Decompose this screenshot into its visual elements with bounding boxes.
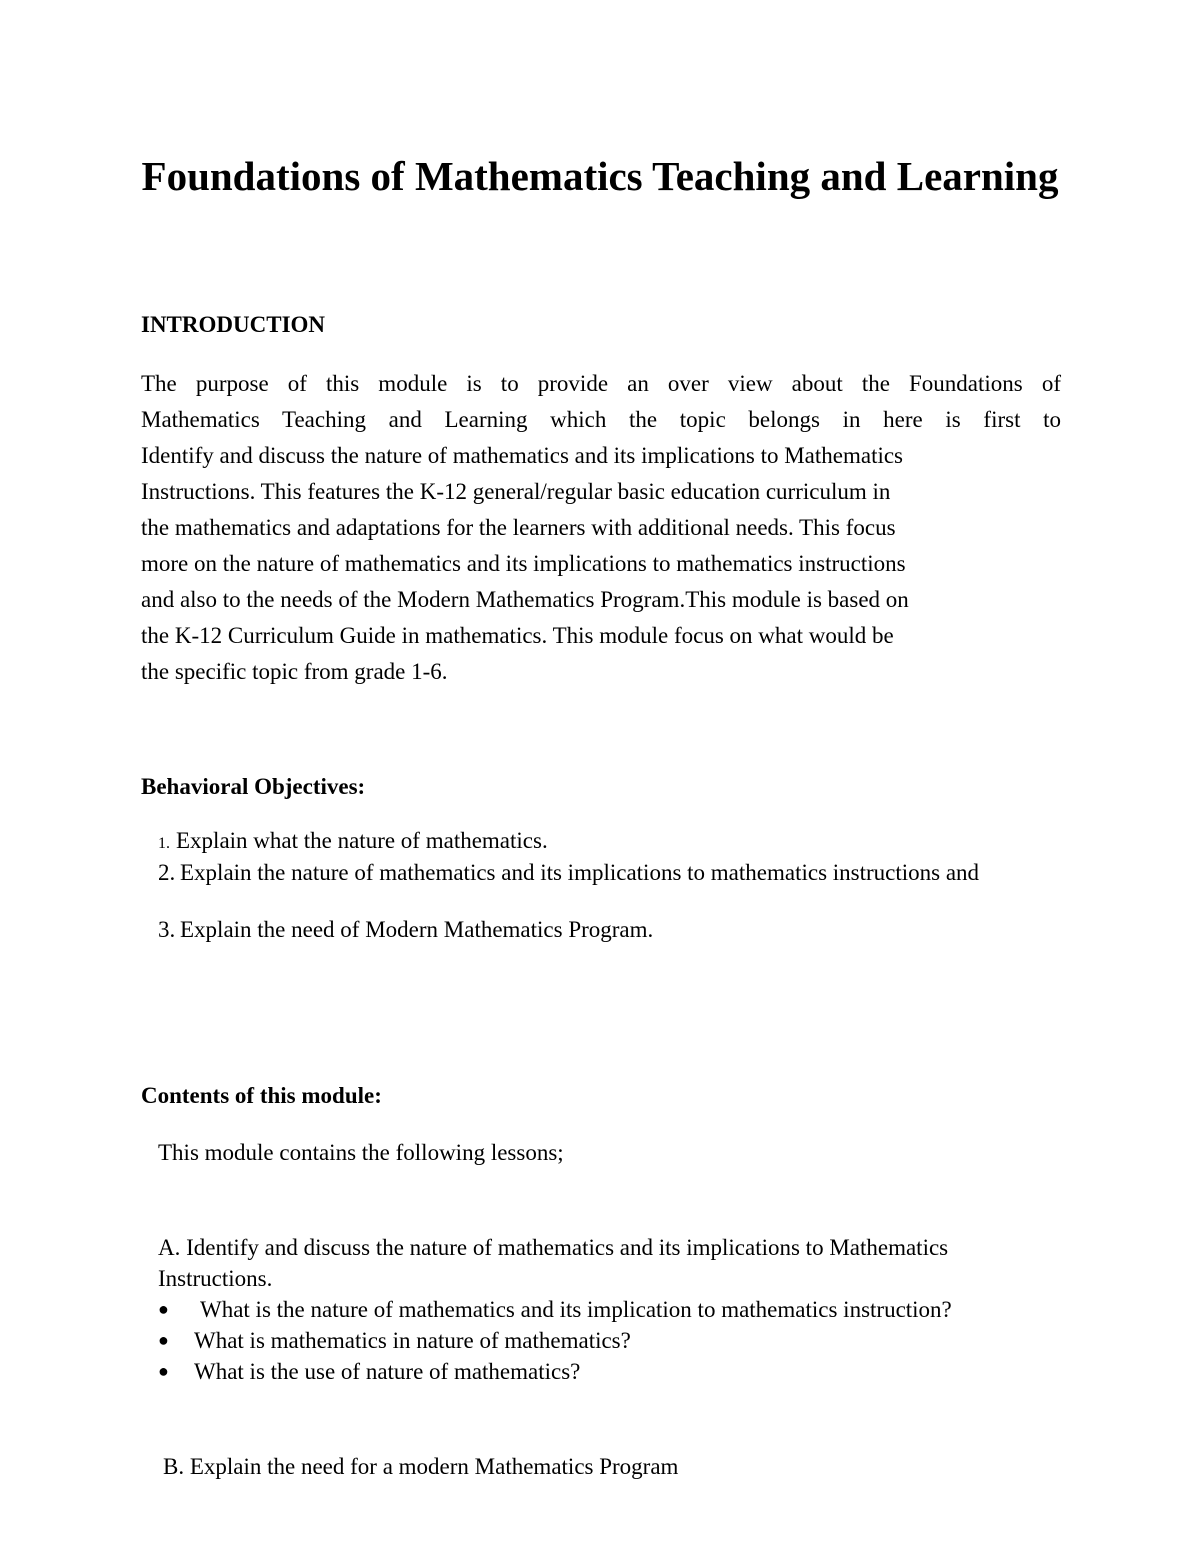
objective-item [158,858,979,888]
objective-text: Explain what the nature of mathematics. [176,828,548,853]
list-item [158,1356,952,1387]
paragraph-line: and also to the needs of the Modern Mathematics Program.This module is based on [141,587,909,612]
objective-text: Explain the nature of mathematics and its implications to mathematics instructions and [180,860,980,885]
objectives-heading: Behavioral Objectives: [141,774,366,799]
objective-number: 2. [158,860,176,885]
bullet-text: What is the nature of mathematics and its implication to mathematics instruction? [200,1297,952,1322]
lesson-a-line: Instructions. [158,1266,273,1291]
lesson-a-line: A. Identify and discuss the nature of mathematics and its implications to Mathematics [158,1235,949,1260]
document-title: Foundations of Mathematics Teaching and Learning [141,153,1059,199]
paragraph-line: the mathematics and adaptations for the learners with additional needs. This focus [141,515,896,540]
lessons-intro-text: This module contains the following lessons; [158,1140,564,1165]
bullet-dot-icon: ● [158,1361,169,1381]
lesson-b: B. Explain the need for a modern Mathematics Program [163,1454,679,1479]
paragraph-line: the K-12 Curriculum Guide in mathematics. This module focus on what would be [141,623,894,648]
bullet-text: What is mathematics in nature of mathematics? [194,1328,631,1353]
introduction-paragraph [141,366,1061,690]
paragraph-line: Identify and discuss the nature of mathematics and its implications to Mathematics [141,443,904,468]
bullet-text: What is the use of nature of mathematics? [194,1359,581,1384]
objective-number: 3. [158,917,176,942]
lesson-a [158,1232,1138,1294]
lesson-a-bullet-list [158,1294,952,1387]
objective-item [158,915,653,945]
paragraph-line: Mathematics Teaching and Learning which the topic belongs in here is first to [141,407,1061,432]
paragraph-line: Instructions. This features the K-12 general/regular basic education curriculum in [141,479,891,504]
paragraph-line: more on the nature of mathematics and its implications to mathematics instructions [141,551,906,576]
list-item [158,1325,952,1356]
bullet-dot-icon: ● [158,1330,169,1350]
objective-text: Explain the need of Modern Mathematics Program. [180,917,654,942]
paragraph-line: The purpose of this module is to provide an over view about the Foundations of [141,371,1061,396]
contents-heading: Contents of this module: [141,1083,382,1108]
objective-number: 1. [158,835,170,852]
list-item [158,1294,952,1325]
paragraph-line: the specific topic from grade 1-6. [141,659,448,684]
introduction-heading: INTRODUCTION [141,312,326,337]
objective-item [158,826,548,859]
bullet-dot-icon: ● [158,1299,169,1319]
